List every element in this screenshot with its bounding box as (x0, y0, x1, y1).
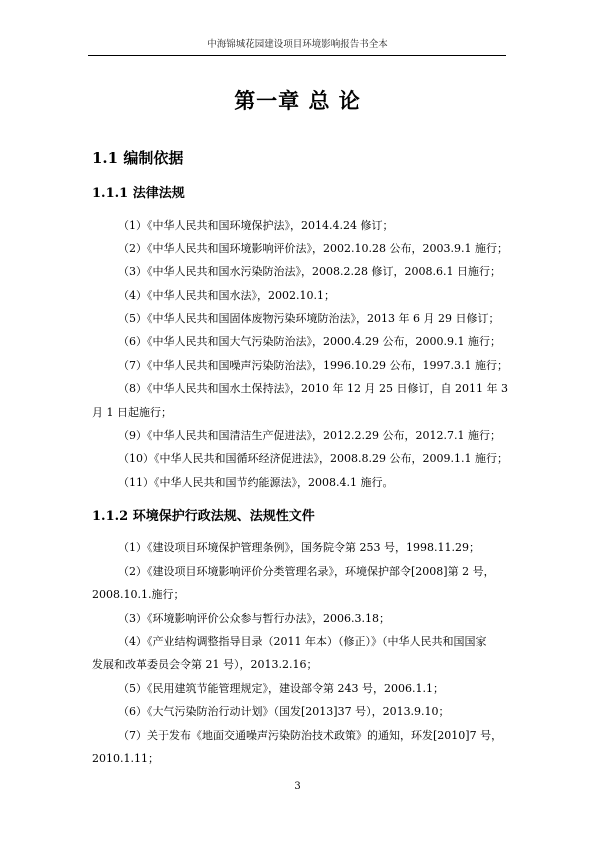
running-header: 中海锦城花园建设项目环境影响报告书全本 (207, 39, 388, 50)
regulation-item: （1）《建设项目环境保护管理条例》，国务院令第 253 号，1998.11.29； (118, 541, 480, 554)
law-item: （11）《中华人民共和国节约能源法》，2008.4.1 施行。 (118, 476, 394, 489)
law-item: （5）《中华人民共和国固体废物污染环境防治法》，2013 年 6 月 29 日修订； (118, 312, 500, 325)
regulation-item: （6）《大气污染防治行动计划》（国发[2013]37 号），2013.9.10； (118, 705, 450, 718)
law-item: （1）《中华人民共和国环境保护法》，2014.4.24 修订； (118, 219, 394, 232)
regulation-item: （5）《民用建筑节能管理规定》，建设部令第 243 号，2006.1.1； (118, 682, 444, 695)
law-item: （10）《中华人民共和国循环经济促进法》，2008.8.29 公布，2009.1.1 施行； (118, 452, 508, 465)
law-item-continuation: 月 1 日起施行； (92, 406, 172, 419)
regulation-item-continuation: 发展和改革委员会令第 21 号），2013.2.16； (92, 658, 318, 671)
regulation-item-continuation: 2010.1.11； (92, 752, 159, 765)
regulation-item: （7）关于发布《地面交通噪声污染防治技术政策》的通知，环发[2010]7 号， (118, 729, 503, 742)
regulation-item: （4）《产业结构调整指导目录（2011 年本）（修正）》（中华人民共和国国家 (118, 635, 487, 648)
section-heading: 1.1 编制依据 (92, 149, 184, 167)
law-item: （3）《中华人民共和国水污染防治法》，2008.2.28 修订，2008.6.1 日施行； (118, 265, 501, 278)
subsection-heading-regulations: 1.1.2 环境保护行政法规、法规性文件 (92, 509, 315, 524)
law-item: （8）《中华人民共和国水土保持法》，2010 年 12 月 25 日修订，自 2011 年 3 (118, 382, 508, 395)
chapter-title: 第一章 总 论 (234, 88, 361, 113)
regulation-item-continuation: 2008.10.1.施行； (92, 588, 185, 601)
subsection-heading-laws: 1.1.1 法律法规 (92, 186, 185, 201)
law-item: （7）《中华人民共和国噪声污染防治法》，1996.10.29 公布，1997.3.1 施行； (118, 359, 508, 372)
regulation-item: （2）《建设项目环境影响评价分类管理名录》，环境保护部令[2008]第 2 号， (118, 565, 495, 578)
law-item: （2）《中华人民共和国环境影响评价法》，2002.10.28 公布，2003.9.1 施行； (118, 242, 508, 255)
page-number: 3 (294, 781, 301, 792)
header-rule (88, 55, 506, 56)
law-item: （9）《中华人民共和国清洁生产促进法》，2012.2.29 公布，2012.7.1 施行； (118, 429, 501, 442)
regulation-item: （3）《环境影响评价公众参与暂行办法》，2006.3.18； (118, 612, 390, 625)
law-item: （4）《中华人民共和国水法》，2002.10.1； (118, 289, 335, 302)
law-item: （6）《中华人民共和国大气污染防治法》，2000.4.29 公布，2000.9.1 施行； (118, 335, 501, 348)
